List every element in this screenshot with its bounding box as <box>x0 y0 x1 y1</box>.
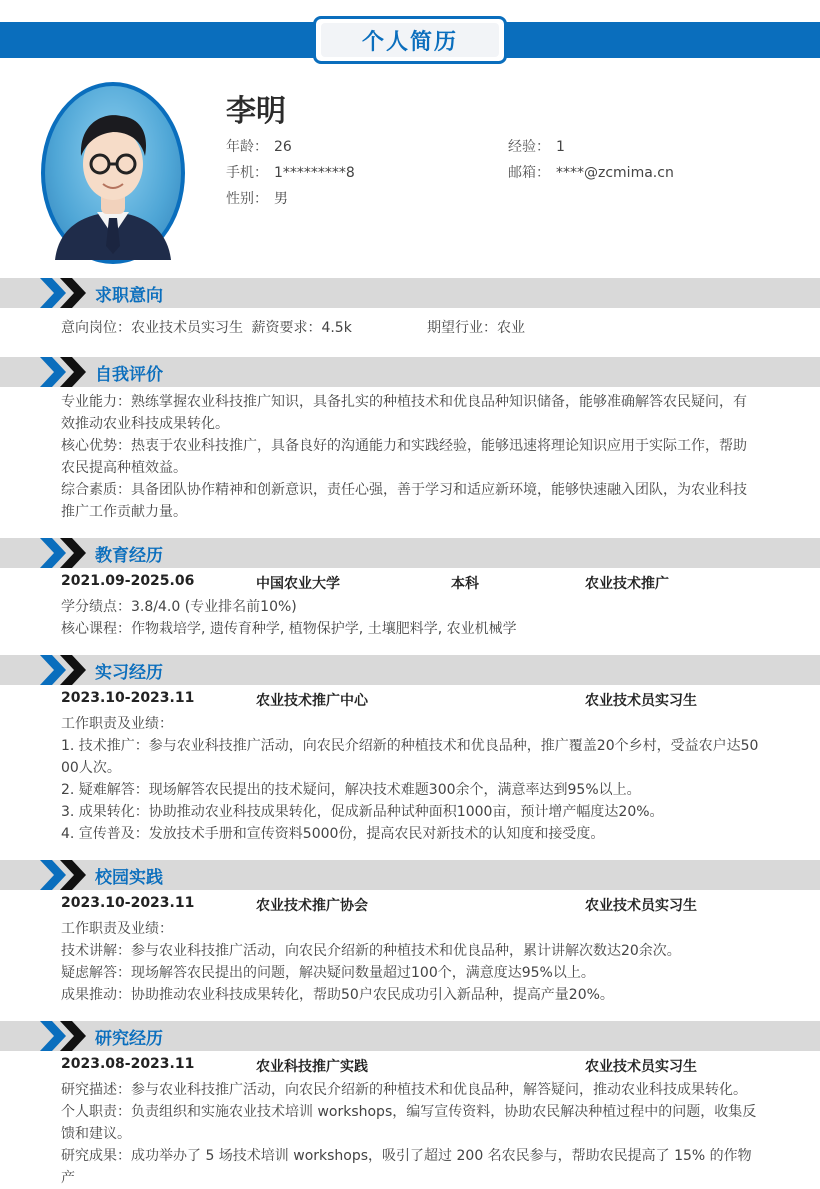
section-title: 研究经历 <box>95 1029 163 1049</box>
education-date: 2021.09-2025.06 <box>61 573 195 589</box>
education-row <box>61 573 761 595</box>
experience-field: 经验： 1 <box>508 139 565 155</box>
section-title: 自我评价 <box>95 365 163 385</box>
age-field: 年龄： 26 <box>226 139 292 155</box>
person-portrait-icon <box>45 86 181 260</box>
research-row <box>61 1056 761 1078</box>
chevron-arrows-icon <box>40 355 90 389</box>
candidate-name: 李明 <box>226 94 286 129</box>
internship-row <box>61 690 761 712</box>
campus-row <box>61 895 761 917</box>
campus-date: 2023.10-2023.11 <box>61 895 195 911</box>
research-org: 农业科技推广实践 <box>256 1059 368 1075</box>
campus-org: 农业技术推广协会 <box>256 898 368 914</box>
title-frame <box>313 16 507 64</box>
section-header-campus <box>0 860 820 890</box>
section-header-intent <box>0 278 820 308</box>
gender-field: 性别： 男 <box>226 191 288 207</box>
campus-role: 农业技术员实习生 <box>585 898 697 914</box>
internship-date: 2023.10-2023.11 <box>61 690 195 706</box>
phone-field: 手机： 1*********8 <box>226 165 355 181</box>
section-header-internship <box>0 655 820 685</box>
email-field: 邮箱： ****@zcmima.cn <box>508 165 674 181</box>
education-major: 农业技术推广 <box>585 576 669 592</box>
avatar <box>41 82 185 264</box>
section-title: 教育经历 <box>95 546 163 566</box>
intent-line: 意向岗位：农业技术员实习生 薪资要求：4.5k 期望行业：农业 <box>61 320 525 336</box>
section-header-self-eval <box>0 357 820 387</box>
internship-role: 农业技术员实习生 <box>585 693 697 709</box>
internship-details: 工作职责及业绩： 1. 技术推广：参与农业科技推广活动，向农民介绍新的种植技术和优良品种，推广覆盖20个乡村，受益农户达50 00人次。 2. 疑难解答：现场解答农民提出的技术疑问，解决技术难题300余个，满意率达到95%以上。 3. 成果转化：协助推动农业科技成果转化，促成新品种试种面积1000亩，预计增产幅度达20%。 4. 宣传普及：发放技术手册和宣传资料5000份，提高农民对新技术的认知度和接受度。 <box>61 716 759 842</box>
section-title: 求职意向 <box>95 286 163 306</box>
chevron-arrows-icon <box>40 858 90 892</box>
section-header-research <box>0 1021 820 1051</box>
section-header-education <box>0 538 820 568</box>
chevron-arrows-icon <box>40 536 90 570</box>
chevron-arrows-icon <box>40 653 90 687</box>
internship-org: 农业技术推广中心 <box>256 693 368 709</box>
education-school: 中国农业大学 <box>256 576 340 592</box>
research-date: 2023.08-2023.11 <box>61 1056 195 1072</box>
research-details: 研究描述：参与农业科技推广活动，向农民介绍新的种植技术和优良品种，解答疑问，推动农业科技成果转化。 个人职责：负责组织和实施农业技术培训 workshops，编写宣传资料，协助农民解决种植过程中的问题，收集反 馈和建议。 研究成果：成功举办了 5 场技术培训 workshops，吸引了超过 200 名农民参与，帮助农民提高了 15% 的作物产 <box>61 1082 757 1186</box>
section-title: 实习经历 <box>95 663 163 683</box>
self-eval-text: 专业能力：熟练掌握农业科技推广知识，具备扎实的种植技术和优良品种知识储备，能够准确解答农民疑问，有 效推动农业科技成果转化。 核心优势：热衷于农业科技推广，具备良好的沟通能力和实践经验，能够迅速将理论知识应用于实际工作，帮助 农民提高种植效益。 综合素质：具备团队协作精神和创新意识，责任心强，善于学习和适应新环境，能够快速融入团队，为农业科技 推广工作贡献力量。 <box>61 394 747 520</box>
education-degree: 本科 <box>451 576 479 592</box>
section-title: 校园实践 <box>95 868 163 888</box>
research-role: 农业技术员实习生 <box>585 1059 697 1075</box>
chevron-arrows-icon <box>40 276 90 310</box>
campus-details: 工作职责及业绩： 技术讲解：参与农业科技推广活动，向农民介绍新的种植技术和优良品种，累计讲解次数达20余次。 疑虑解答：现场解答农民提出的问题，解决疑问数量超过100个，满意度达95%以上。 成果推动：协助推动农业科技成果转化，帮助50户农民成功引入新品种，提高产量20%。 <box>61 921 681 1003</box>
chevron-arrows-icon <box>40 1019 90 1053</box>
page-title: 个人简历 <box>321 23 499 57</box>
education-details: 学分绩点：3.8/4.0 (专业排名前10%) 核心课程：作物栽培学, 遗传育种学, 植物保护学, 土壤肥料学, 农业机械学 <box>61 599 517 637</box>
